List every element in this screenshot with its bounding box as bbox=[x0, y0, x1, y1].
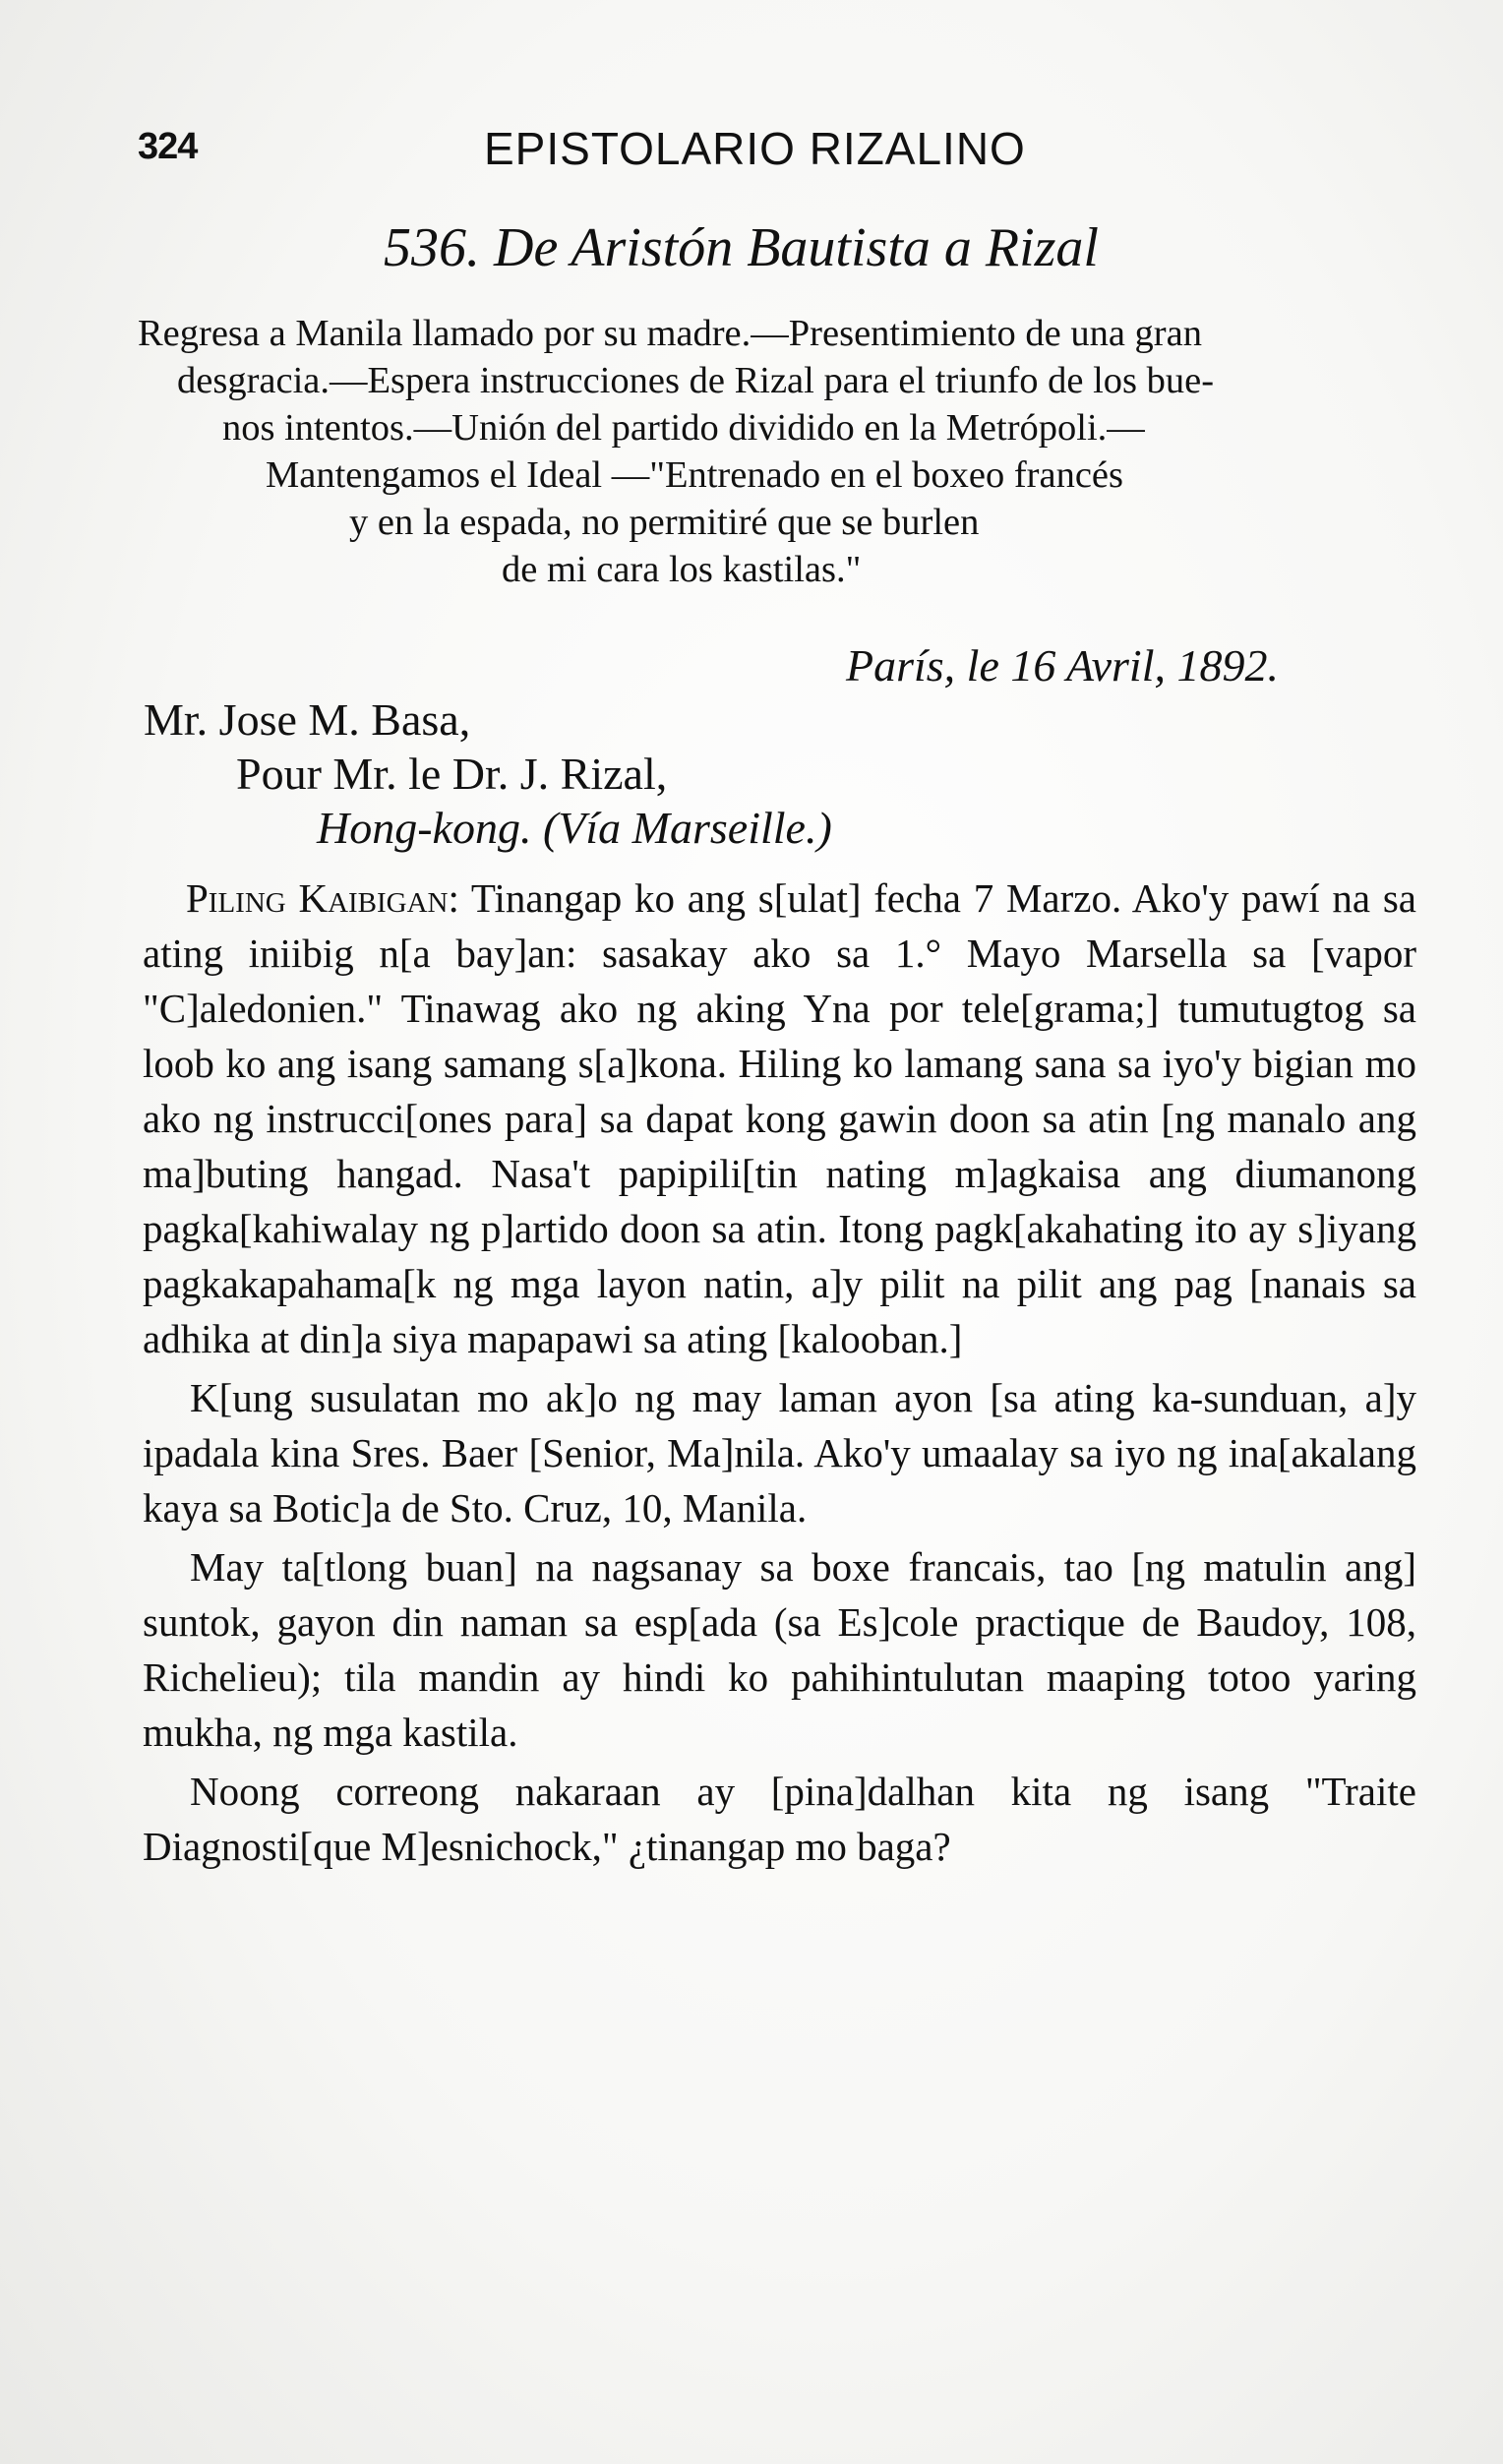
letter-body bbox=[143, 871, 1416, 1878]
body-paragraph: Noong correong nakaraan ay [pina]dalhan kita ng isang "Traite Diagnosti[que M]esnichock," ¿tinangap mo baga? bbox=[143, 1769, 1416, 1869]
summary-line: desgracia.—Espera instrucciones de Rizal para el triunfo de los bue- bbox=[177, 360, 1215, 401]
letter-title: 536. De Aristón Bautista a Rizal bbox=[384, 217, 1099, 278]
summary-line: Mantengamos el Ideal —"Entrenado en el boxeo francés bbox=[266, 454, 1124, 496]
dateline: París, le 16 Avril, 1892. bbox=[846, 640, 1279, 691]
running-head: EPISTOLARIO RIZALINO bbox=[484, 123, 1026, 174]
summary-line: de mi cara los kastilas." bbox=[502, 549, 862, 590]
summary-line: nos intentos.—Unión del partido dividido en la Metrópoli.— bbox=[222, 407, 1145, 449]
body-paragraph bbox=[143, 871, 1416, 1366]
address-forward: Pour Mr. le Dr. J. Rizal, bbox=[236, 749, 668, 799]
address-destination: Hong-kong. (Vía Marseille.) bbox=[317, 803, 832, 853]
summary-line: Regresa a Manila llamado por su madre.—Presentimiento de una gran bbox=[138, 313, 1202, 354]
paragraph-text: Tinangap ko ang s[ulat] fecha 7 Marzo. Ako'y pawí na sa ating iniibig n[a bay]an: sasakay ako sa 1.° Mayo Marsella sa [vapor "C]aledonien." Tinawag ako ng aking Yna por tele[grama;] tumutugtog sa loob ko ang isang samang s[a]kona. Hiling ko lamang sana sa iyo'y bigian mo ako ng instrucci[ones para] sa dapat kong gawin doon sa atin [ng manalo ang ma]buting hangad. Nasa't papipili[tin nating m]agkaisa ang diumanong pagka[kahiwalay ng p]artido doon sa atin. Itong pagk[akahating ito ay s]iyang pagkakapahama[k ng mga layon natin, a]y pilit na pilit ang pag [nanais sa adhika at din]a siya mapapawi sa ating [kalooban.] bbox=[143, 875, 1417, 1361]
page-number: 324 bbox=[138, 126, 198, 167]
letter-summary bbox=[138, 310, 1407, 593]
opening-salutation: Piling Kaibigan: bbox=[186, 875, 459, 921]
summary-line: y en la espada, no permitiré que se burlen bbox=[349, 502, 980, 543]
address-recipient: Mr. Jose M. Basa, bbox=[144, 694, 471, 745]
body-paragraph: May ta[tlong buan] na nagsanay sa boxe francais, tao [ng matulin ang] suntok, gayon din naman sa esp[ada (sa Es]cole practique de Baudoy, 108, Richelieu); tila mandin ay hindi ko pahihintulutan maaping totoo yaring mukha, ng mga kastila. bbox=[143, 1544, 1416, 1755]
body-paragraph: K[ung susulatan mo ak]o ng may laman ayon [sa ating ka-sunduan, a]y ipadala kina Sres. Baer [Senior, Ma]nila. Ako'y umaalay sa iyo ng ina[akalang kaya sa Botic]a de Sto. Cruz, 10, Manila. bbox=[143, 1375, 1416, 1531]
